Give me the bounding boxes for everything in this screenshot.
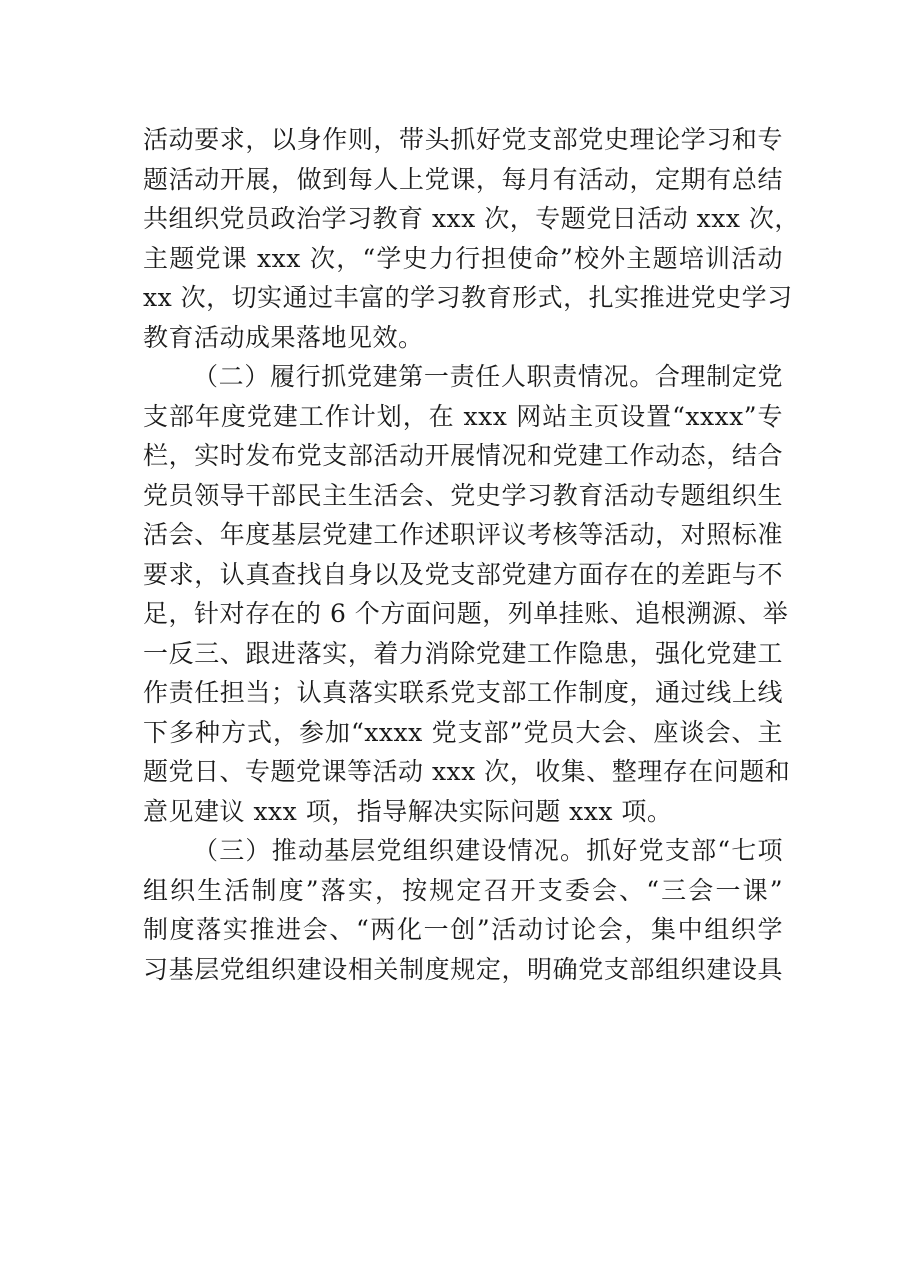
text-line: 共组织党员政治学习教育 xxx 次，专题党日活动 xxx 次， (143, 204, 800, 233)
text-line: 组织生活制度”落实，按规定召开支委会、“三会一课” (143, 875, 783, 905)
text-line: 活动要求，以身作则，带头抓好党支部党史理论学习和专 (143, 125, 783, 154)
text-line: 题活动开展，做到每人上党课，每月有活动，定期有总结 (143, 164, 783, 194)
text-line: 主题党课 xxx 次，“学史力行担使命”校外主题培训活动 (143, 243, 783, 273)
text-line: xx 次，切实通过丰富的学习教育形式，扎实推进党史学习 (143, 283, 793, 312)
text-line: 制度落实推进会、“两化一创”活动讨论会，集中组织学 (143, 915, 783, 944)
text-line: 下多种方式，参加“xxxx 党支部”党员大会、座谈会、主 (143, 717, 783, 747)
text-line: 要求，认真查找自身以及党支部党建方面存在的差距与不 (143, 559, 783, 589)
text-line: 栏，实时发布党支部活动开展情况和党建工作动态，结合 (143, 441, 783, 470)
paragraph-1 (143, 120, 800, 357)
text-line: 活会、年度基层党建工作述职评议考核等活动，对照标准 (143, 520, 783, 549)
text-line: 支部年度党建工作计划，在 xxx 网站主页设置“xxxx”专 (143, 401, 783, 431)
text-line: 一反三、跟进落实，着力消除党建工作隐患，强化党建工 (143, 638, 783, 668)
paragraph-3 (143, 831, 783, 989)
text-line: （二）履行抓党建第一责任人职责情况。合理制定党 (193, 362, 783, 391)
text-line: 习基层党组织建设相关制度规定，明确党支部组织建设具 (143, 954, 783, 984)
paragraph-2 (143, 357, 791, 831)
text-line: 足，针对存在的 6 个方面问题，列单挂账、追根溯源、举 (143, 599, 789, 628)
text-line: 党员领导干部民主生活会、党史学习教育活动专题组织生 (143, 480, 783, 510)
text-line: 意见建议 xxx 项，指导解决实际问题 xxx 项。 (143, 796, 673, 826)
document-body (143, 120, 800, 989)
text-line: 教育活动成果落地见效。 (143, 322, 424, 352)
text-line: （三）推动基层党组织建设情况。抓好党支部“七项 (193, 836, 783, 865)
text-line: 作责任担当；认真落实联系党支部工作制度，通过线上线 (143, 678, 783, 707)
text-line: 题党日、专题党课等活动 xxx 次，收集、整理存在问题和 (143, 757, 791, 786)
